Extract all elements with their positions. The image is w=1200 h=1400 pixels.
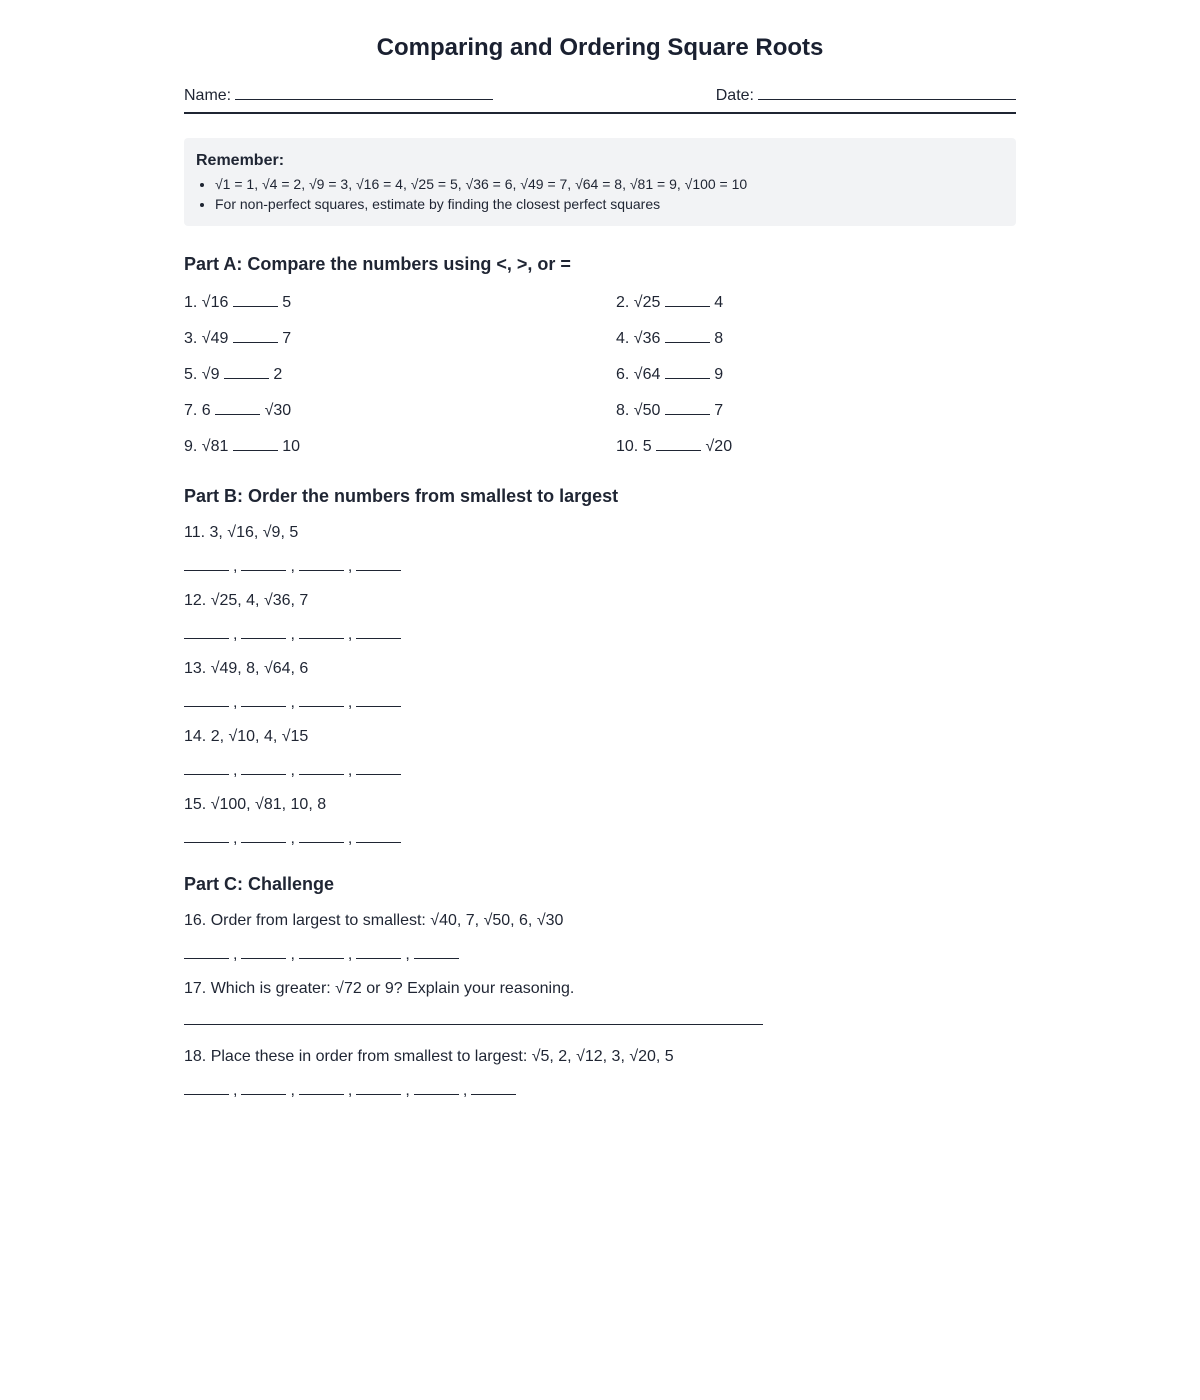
date-label: Date: (715, 87, 754, 104)
separator-comma: , (290, 1082, 295, 1099)
part-c-title: Part C: Challenge (184, 874, 335, 894)
order-problem: 11. 3, √16, √9, 5 (184, 524, 299, 541)
problem-number: 10. (616, 438, 639, 455)
answer-blank[interactable] (356, 827, 401, 843)
order-answer-row (184, 555, 401, 577)
right-value: 4 (714, 294, 724, 311)
separator-comma: , (233, 626, 238, 643)
order-problem: 13. √49, 8, √64, 6 (184, 660, 309, 677)
remember-item: • √1 = 1, √4 = 2, √9 = 3, √16 = 4, √25 = 5, √36 = 6, √49 = 7, √64 = 8, √81 = 9, √100 = 10 (215, 174, 1004, 194)
right-value: 5 (282, 294, 292, 311)
right-value: √20 (705, 438, 733, 455)
answer-blank[interactable] (471, 1079, 516, 1095)
answer-blank[interactable] (665, 363, 710, 379)
separator-comma: , (347, 830, 353, 847)
date-field[interactable] (716, 82, 1016, 105)
compare-problem (184, 291, 291, 313)
left-value: √50 (633, 402, 661, 419)
answer-blank[interactable] (656, 435, 701, 451)
part-a-title: Part A: Compare the numbers using <, >, or = (184, 254, 571, 274)
answer-blank[interactable] (233, 291, 278, 307)
left-value: √9 (201, 366, 220, 383)
answer-blank[interactable] (414, 1079, 459, 1095)
separator-comma: , (233, 694, 238, 711)
name-label: Name: (184, 87, 232, 104)
left-value: √64 (633, 366, 661, 383)
compare-problem (184, 327, 291, 349)
answer-blank[interactable] (299, 623, 344, 639)
right-value: 10 (282, 438, 301, 455)
answer-blank[interactable] (299, 555, 344, 571)
problem-number: 8. (616, 402, 630, 419)
left-value: √16 (201, 294, 229, 311)
answer-blank[interactable] (356, 759, 401, 775)
left-value: 5 (642, 438, 652, 455)
answer-blank[interactable] (299, 827, 344, 843)
answer-blank[interactable] (299, 759, 344, 775)
answer-blank[interactable] (184, 943, 229, 959)
answer-blank[interactable] (184, 555, 229, 571)
question-16: 16. Order from largest to smallest: √40, 7, √50, 6, √30 (184, 912, 564, 929)
date-blank[interactable] (758, 82, 1016, 100)
separator-comma: , (347, 694, 353, 711)
answer-blank[interactable] (233, 327, 278, 343)
answer-blank[interactable] (356, 1079, 401, 1095)
answer-blank[interactable] (184, 623, 229, 639)
separator-comma: , (347, 946, 353, 963)
separator-comma: , (462, 1082, 468, 1099)
left-value: √49 (201, 330, 229, 347)
right-value: 8 (714, 330, 724, 347)
separator-comma: , (405, 946, 410, 963)
question-16-answers (184, 943, 459, 965)
compare-problem (616, 399, 723, 421)
name-date-row (184, 82, 1016, 112)
answer-blank[interactable] (184, 691, 229, 707)
compare-problem (184, 435, 300, 457)
page-title: Comparing and Ordering Square Roots (376, 34, 824, 61)
remember-item: • For non-perfect squares, estimate by finding the closest perfect squares (215, 194, 1004, 214)
separator-comma: , (290, 558, 295, 575)
answer-blank[interactable] (215, 399, 260, 415)
answer-blank[interactable] (224, 363, 269, 379)
separator-comma: , (347, 558, 353, 575)
problem-number: 7. (184, 402, 198, 419)
right-value: 7 (282, 330, 292, 347)
left-value: √81 (201, 438, 229, 455)
problem-number: 6. (616, 366, 630, 383)
separator-comma: , (233, 1082, 238, 1099)
left-value: √36 (633, 330, 661, 347)
answer-blank[interactable] (241, 827, 286, 843)
right-value: 9 (714, 366, 724, 383)
separator-comma: , (233, 558, 238, 575)
name-field[interactable] (184, 82, 493, 105)
left-value: √25 (633, 294, 661, 311)
problem-number: 4. (616, 330, 630, 347)
question-17: 17. Which is greater: √72 or 9? Explain your reasoning. (184, 980, 575, 997)
answer-blank[interactable] (184, 827, 229, 843)
remember-list (196, 174, 1004, 214)
separator-comma: , (405, 1082, 410, 1099)
question-18-answers (184, 1079, 516, 1101)
answer-blank[interactable] (184, 759, 229, 775)
header-divider (184, 112, 1016, 114)
order-answer-row (184, 623, 401, 645)
question-17-answer-line[interactable] (184, 1024, 763, 1025)
name-blank[interactable] (235, 82, 493, 100)
answer-blank[interactable] (299, 1079, 344, 1095)
answer-blank[interactable] (233, 435, 278, 451)
problem-number: 9. (184, 438, 198, 455)
answer-blank[interactable] (241, 691, 286, 707)
answer-blank[interactable] (184, 1079, 229, 1095)
answer-blank[interactable] (356, 623, 401, 639)
separator-comma: , (347, 626, 353, 643)
separator-comma: , (290, 694, 295, 711)
answer-blank[interactable] (665, 291, 710, 307)
separator-comma: , (290, 762, 295, 779)
separator-comma: , (347, 762, 353, 779)
compare-problem (184, 399, 291, 421)
compare-problem (616, 363, 723, 385)
order-problem: 14. 2, √10, 4, √15 (184, 728, 309, 745)
part-b-title: Part B: Order the numbers from smallest to largest (184, 486, 619, 506)
answer-blank[interactable] (241, 943, 286, 959)
answer-blank[interactable] (299, 943, 344, 959)
remember-title: Remember: (196, 152, 285, 169)
compare-problem (616, 291, 723, 313)
compare-problem (616, 327, 723, 349)
separator-comma: , (233, 946, 238, 963)
problem-number: 5. (184, 366, 198, 383)
compare-problem (616, 435, 732, 457)
remember-box (184, 138, 1016, 226)
answer-blank[interactable] (356, 691, 401, 707)
answer-blank[interactable] (414, 943, 459, 959)
right-value: 7 (714, 402, 724, 419)
separator-comma: , (290, 946, 295, 963)
order-answer-row (184, 759, 401, 781)
answer-blank[interactable] (665, 399, 710, 415)
right-value: 2 (273, 366, 283, 383)
problem-number: 1. (184, 294, 198, 311)
left-value: 6 (201, 402, 211, 419)
answer-blank[interactable] (356, 943, 401, 959)
separator-comma: , (347, 1082, 353, 1099)
answer-blank[interactable] (241, 759, 286, 775)
question-18: 18. Place these in order from smallest to largest: √5, 2, √12, 3, √20, 5 (184, 1048, 674, 1065)
separator-comma: , (233, 762, 238, 779)
answer-blank[interactable] (241, 555, 286, 571)
answer-blank[interactable] (299, 691, 344, 707)
order-problem: 12. √25, 4, √36, 7 (184, 592, 309, 609)
separator-comma: , (290, 830, 295, 847)
order-answer-row (184, 691, 401, 713)
answer-blank[interactable] (241, 1079, 286, 1095)
separator-comma: , (290, 626, 295, 643)
answer-blank[interactable] (356, 555, 401, 571)
answer-blank[interactable] (241, 623, 286, 639)
order-answer-row (184, 827, 401, 849)
answer-blank[interactable] (665, 327, 710, 343)
problem-number: 2. (616, 294, 630, 311)
compare-problem (184, 363, 282, 385)
separator-comma: , (233, 830, 238, 847)
right-value: √30 (264, 402, 292, 419)
problem-number: 3. (184, 330, 198, 347)
order-problem: 15. √100, √81, 10, 8 (184, 796, 327, 813)
